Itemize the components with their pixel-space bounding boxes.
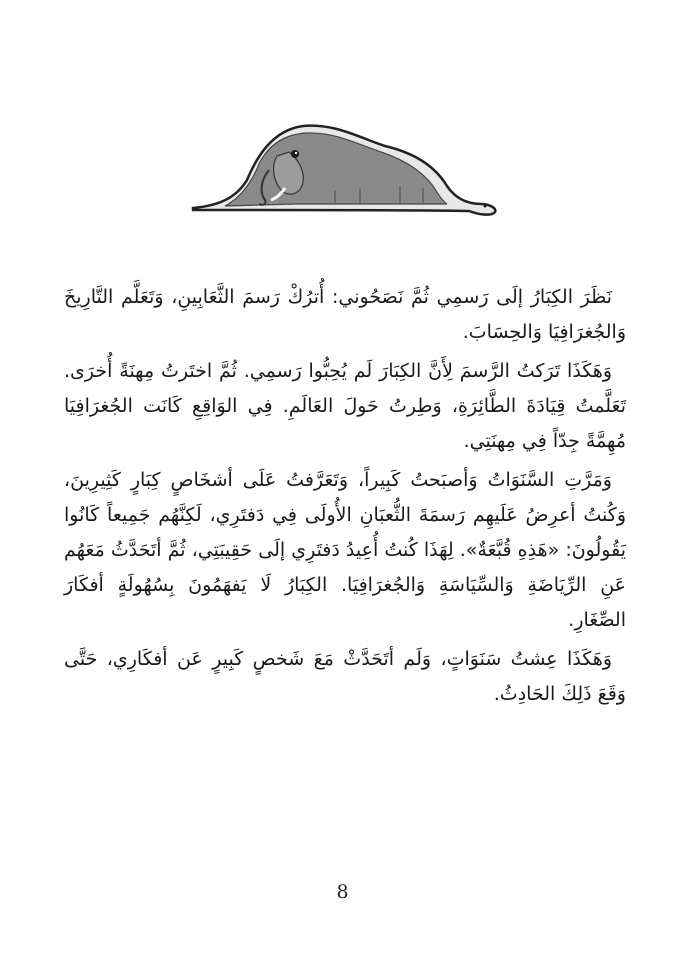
paragraph: وَمَرَّتِ السَّنَوَاتُ وَأصبَحتُ كَبِيراً، وَتَعَرَّفتُ عَلَى أشخَاصٍ كِبَارٍ كَثِيرِينَ، وَكُنتُ أعرِضُ عَلَيهِم رَسمَةَ الثُّعبَانِ الأُولَى فِي دَفتَرِي، لَكِنَّهُم جَمِيعاً كَانُوا يَقُولُونَ: «هَذِهِ قُبَّعَةٌ». لِهَذَا كُنتُ أُعِيدُ دَفتَرِي إلَى حَقِيبَتِي، ثُمَّ أتَحَدَّثُ مَعَهُم عَنِ الرِّيَاضَةِ وَالسِّيَاسَةِ وَالجُغرَافِيَا. الكِبَارُ لَا يَفهَمُونَ بِسُهُولَةٍ أفكَارَ الصِّغَارِ. — [64, 469, 626, 631]
paragraph: وَهَكَذَا تَرَكتُ الرَّسمَ لِأَنَّ الكِبَارَ لَم يُحِبُّوا رَسمِي. ثُمَّ اختَرتُ مِهنَةً أُخرَى. تَعَلَّمتُ قِيَادَةَ الطَّائِرَةِ، وَطِرتُ حَولَ العَالَمِ. فِي الوَاقِعِ كَانَت الجُغرَافِيَا مُهِمَّةً جِدّاً فِي مِهنَتِي. — [64, 360, 626, 452]
paragraph: وَهَكَذَا عِشتُ سَنَوَاتٍ، وَلَم أتَحَدَّثْ مَعَ شَخصٍ كَبِيرٍ عَن أفكَارِي، حَتَّى وَقَعَ ذَلِكَ الحَادِثُ. — [64, 648, 626, 705]
boa-swallowing-elephant-icon — [185, 118, 505, 223]
story-text — [64, 280, 626, 716]
paragraph: نَظَرَ الكِبَارُ إلَى رَسمِي ثُمَّ نَصَحُوني: أُترُكْ رَسمَ الثَّعَابِينِ، وَتَعَلَّم التَّارِيخَ وَالجُغرَافِيَا وَالحِسَابَ. — [64, 286, 626, 343]
page-number: 8 — [336, 881, 349, 903]
